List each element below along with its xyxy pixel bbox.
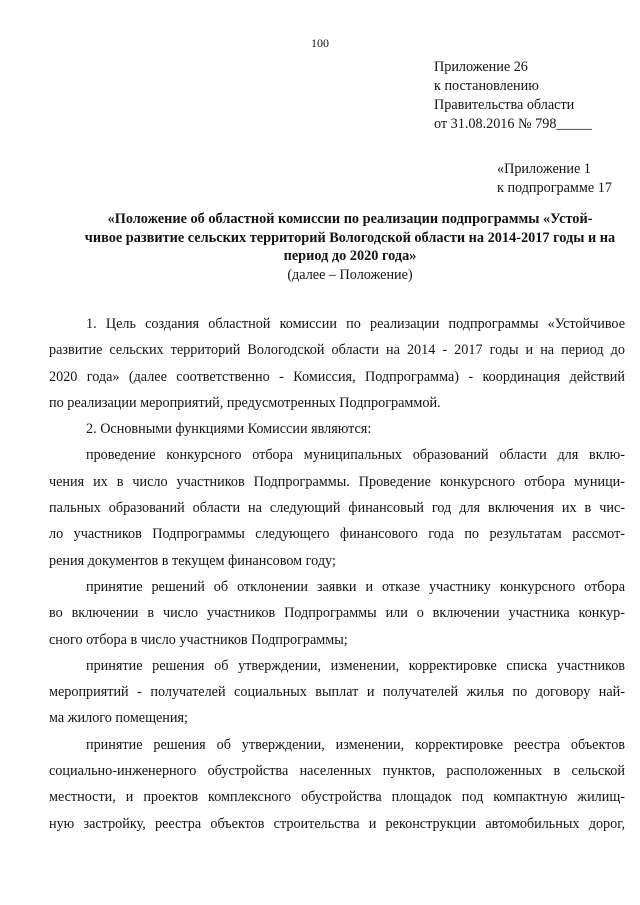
annex-block: [434, 58, 592, 134]
sub-annex-block: [497, 160, 612, 198]
title-line: «Положение об областной комиссии по реализации подпрограммы «Устой-: [107, 211, 593, 227]
page-number: 100: [311, 36, 329, 50]
text-line: пальных образований области на следующий финансовый год для включения их в чис-: [49, 500, 625, 517]
text-line: развитие сельских территорий Вологодской области на 2014 - 2017 годы и на период до: [49, 342, 625, 359]
text-line: принятие решений об отклонении заявки и отказе участнику конкурсного отбора: [86, 578, 625, 595]
text-line: сного отбора в число участников Подпрограммы;: [49, 631, 348, 648]
text-line: принятие решения об утверждении, изменении, корректировке реестра объектов: [86, 736, 625, 753]
text-line: социально-инженерного обустройства населенных пунктов, расположенных в сельской: [49, 763, 625, 780]
annex-line: к постановлению: [434, 78, 539, 94]
text-line: проведение конкурсного отбора муниципальных образований области для вклю-: [86, 447, 625, 464]
text-line: мероприятий - получателей социальных выплат и получателей жилья по договору най-: [49, 684, 625, 701]
text-line: местности, и проектов комплексного обустройства площадок под компактную жилищ-: [49, 789, 625, 806]
text-line: ма жилого помещения;: [49, 710, 188, 727]
title-line: чивое развитие сельских территорий Вологодской области на 2014-2017 годы и на: [84, 229, 616, 246]
text-line: 1. Цель создания областной комиссии по реализации подпрограммы «Устойчивое: [86, 316, 625, 332]
text-line: чения их в число участников Подпрограммы. Проведение конкурсного отбора муници-: [49, 473, 625, 490]
document-title: [60, 210, 640, 266]
text-line: во включении в число участников Подпрограммы или о включении участника конкур-: [49, 605, 625, 622]
text-line: рения документов в текущем финансовом году;: [49, 552, 336, 569]
text-line: 2. Основными функциями Комиссии являются:: [86, 421, 372, 438]
text-line: 2020 года» (далее соответственно - Комиссия, Подпрограмма) - координация действий: [49, 368, 625, 385]
text-line: ло участников Подпрограммы следующего финансового года по результатам рассмот-: [49, 526, 625, 543]
sub-annex-line: к подпрограмме 17: [497, 180, 612, 196]
annex-line: Приложение 26: [434, 59, 528, 75]
text-line: принятие решения об утверждении, изменении, корректировке списка участников: [86, 657, 625, 674]
document-subtitle: (далее – Положение): [287, 267, 413, 283]
text-line: по реализации мероприятий, предусмотренных Подпрограммой.: [49, 394, 441, 411]
title-line: период до 2020 года»: [283, 248, 417, 264]
text-line: ную застройку, реестра объектов строительства и реконструкции автомобильных дорог,: [49, 815, 625, 832]
sub-annex-line: «Приложение 1: [497, 161, 591, 177]
annex-line: от 31.08.2016 № 798_____: [434, 116, 592, 132]
annex-line: Правительства области: [434, 97, 575, 113]
body-text: [49, 311, 625, 837]
